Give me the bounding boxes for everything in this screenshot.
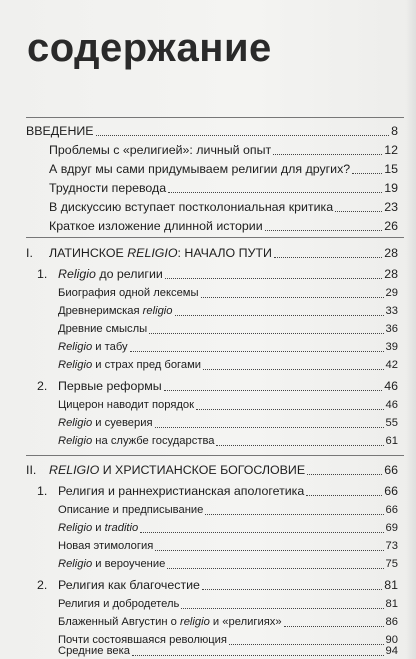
entry-title: Трудности перевода [49, 181, 167, 195]
entry-page: 8 [391, 124, 398, 138]
leader-dots [273, 154, 382, 155]
leader-dots [130, 351, 384, 352]
entry-title: Почти состоявшаяся революция [58, 634, 227, 646]
entry-page: 46 [385, 399, 398, 411]
entry-page: 42 [385, 359, 398, 371]
leader-dots [216, 445, 383, 446]
toc-entry-chapter[interactable] [37, 481, 398, 499]
leader-dots [265, 230, 383, 231]
leader-dots [352, 173, 382, 174]
chapter-number: 2. [37, 379, 48, 393]
entry-page: 28 [384, 267, 398, 281]
entry-page: 36 [385, 323, 398, 335]
leader-dots [165, 278, 382, 279]
entry-page: 90 [385, 634, 398, 646]
toc-entry[interactable] [58, 536, 398, 554]
entry-page: 15 [384, 162, 398, 176]
leader-dots [155, 550, 383, 551]
entry-title: Religio и суеверия [58, 417, 153, 429]
entry-page: 33 [385, 305, 398, 317]
entry-page: 19 [384, 181, 398, 195]
leader-dots [167, 568, 383, 569]
entry-page: 61 [385, 435, 398, 447]
section-divider [26, 117, 404, 118]
leader-dots [164, 390, 383, 391]
leader-dots [132, 655, 384, 656]
entry-title: Религия как благочестие [58, 578, 200, 592]
entry-title: Religio и traditio [58, 522, 139, 534]
entry-page: 39 [385, 341, 398, 353]
entry-title: Краткое изложение длинной истории [49, 219, 263, 233]
toc-entry-chapter[interactable] [37, 376, 398, 394]
entry-title: А вдруг мы сами придумываем религии для других? [49, 162, 351, 176]
entry-page: 26 [384, 219, 398, 233]
leader-dots [202, 589, 382, 590]
entry-page: 69 [385, 522, 398, 534]
chapter-number: 1. [37, 267, 48, 281]
toc-entry[interactable] [58, 301, 398, 319]
entry-title: Religio и табу [58, 341, 128, 353]
chapter-number: 1. [37, 484, 48, 498]
page-title: содержание [27, 26, 272, 70]
entry-page: 12 [384, 143, 398, 157]
entry-title: Новая этимология [58, 540, 154, 552]
leader-dots [149, 333, 383, 334]
toc-entry-chapter[interactable] [37, 575, 398, 593]
entry-page: 81 [384, 578, 398, 592]
entry-page: 66 [384, 484, 398, 498]
toc-entry[interactable] [58, 413, 398, 431]
entry-page: 75 [385, 558, 398, 570]
toc-entry[interactable] [49, 216, 398, 234]
entry-title: Первые реформы [58, 379, 162, 393]
toc-entry-part-2[interactable] [26, 460, 398, 478]
leader-dots [203, 369, 383, 370]
part-number: I. [26, 246, 33, 260]
toc-entry[interactable] [58, 612, 398, 630]
toc-entry[interactable] [49, 140, 398, 158]
entry-page: 28 [384, 246, 398, 260]
entry-title: ЛАТИНСКОЕ RELIGIO: НАЧАЛО ПУТИ [49, 246, 272, 260]
entry-page: 73 [385, 540, 398, 552]
entry-page: 66 [385, 504, 398, 516]
entry-title: Religio до религии [58, 267, 163, 281]
toc-entry[interactable] [58, 431, 398, 449]
entry-title: Religio и страх пред богами [58, 359, 202, 371]
leader-dots [201, 297, 384, 298]
leader-dots [335, 211, 382, 212]
toc-entry-intro[interactable] [26, 121, 398, 139]
toc-entry[interactable] [58, 355, 398, 373]
leader-dots [196, 409, 384, 410]
entry-title: RELIGIO И ХРИСТИАНСКОЕ БОГОСЛОВИЕ [49, 463, 306, 477]
entry-title: Проблемы с «религией»: личный опыт [49, 143, 272, 157]
entry-title: Religio и вероучение [58, 558, 166, 570]
leader-dots [284, 626, 384, 627]
toc-entry[interactable] [58, 645, 398, 659]
section-divider [26, 237, 404, 238]
leader-dots [155, 427, 384, 428]
entry-title: Описание и предписывание [58, 504, 204, 516]
leader-dots [306, 495, 382, 496]
toc-entry[interactable] [58, 337, 398, 355]
entry-title: Блаженный Августин о religio и «религиях» [58, 616, 282, 628]
entry-page: 94 [385, 645, 398, 657]
toc-entry[interactable] [58, 283, 398, 301]
leader-dots [96, 135, 390, 136]
entry-page: 86 [385, 616, 398, 628]
entry-page: 55 [385, 417, 398, 429]
toc-entry[interactable] [58, 594, 398, 612]
entry-title: Religio на службе государства [58, 435, 215, 447]
toc-entry[interactable] [58, 500, 398, 518]
entry-page: 66 [384, 463, 398, 477]
toc-entry[interactable] [58, 395, 398, 413]
entry-title: ВВЕДЕНИЕ [26, 124, 94, 138]
entry-title: Древнеримская religio [58, 305, 173, 317]
entry-title: Религия и добродетель [58, 598, 180, 610]
entry-page: 23 [384, 200, 398, 214]
toc-entry-part-1[interactable] [26, 243, 398, 261]
entry-page: 46 [384, 379, 398, 393]
entry-title: Древние смыслы [58, 323, 148, 335]
leader-dots [205, 514, 383, 515]
leader-dots [307, 474, 382, 475]
toc-entry[interactable] [49, 159, 398, 177]
toc-entry[interactable] [49, 197, 398, 215]
chapter-number: 2. [37, 578, 48, 592]
entry-title: В дискуссию вступает постколониальная критика [49, 200, 334, 214]
toc-entry-chapter[interactable] [37, 264, 398, 282]
section-divider [26, 455, 404, 456]
toc-entry[interactable] [49, 178, 398, 196]
leader-dots [140, 532, 383, 533]
entry-title: Религия и раннехристианская апологетика [58, 484, 305, 498]
part-number: II. [26, 463, 37, 477]
toc-entry[interactable] [58, 518, 398, 536]
leader-dots [181, 608, 383, 609]
entry-page: 81 [385, 598, 398, 610]
leader-dots [175, 315, 384, 316]
leader-dots [168, 192, 382, 193]
entry-title: Биография одной лексемы [58, 287, 199, 299]
toc-entry[interactable] [58, 319, 398, 337]
entry-title: Средние века [58, 645, 130, 657]
leader-dots [229, 644, 384, 645]
entry-page: 29 [385, 287, 398, 299]
entry-title: Цицерон наводит порядок [58, 399, 195, 411]
leader-dots [274, 257, 382, 258]
toc-entry[interactable] [58, 554, 398, 572]
